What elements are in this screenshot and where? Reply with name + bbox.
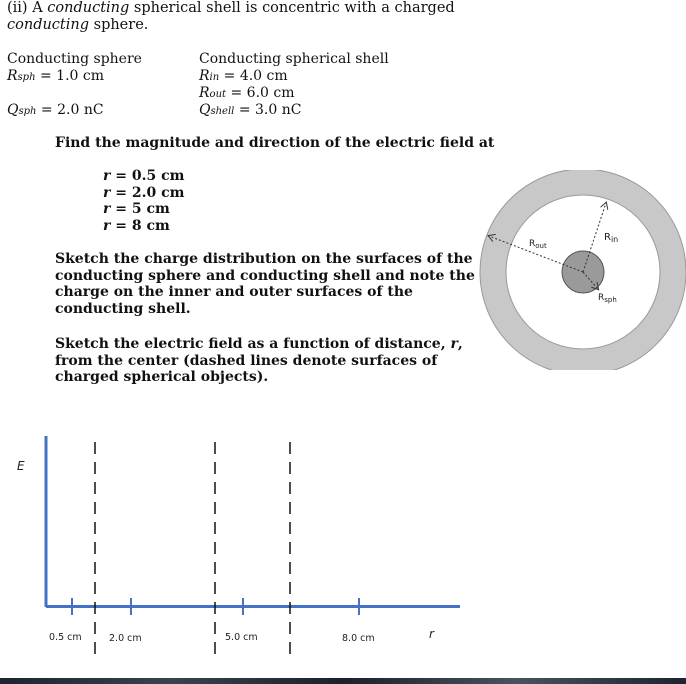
rsph-label: $R_{sph}$	[598, 293, 617, 304]
shell-charge: Qshell = 3.0 nC	[199, 102, 302, 118]
text-line: charged spherical objects).	[55, 369, 269, 385]
intro-text: (ii) A conducting spherical shell is concentric with a charged conducting sphere.	[7, 0, 455, 33]
rin-label: $R_{in}$	[604, 232, 619, 244]
y-axis-label: E	[17, 459, 25, 473]
point-item: r = 8 cm	[103, 217, 170, 234]
text-line: from the center (dashed lines denote surfaces of	[55, 352, 438, 369]
x-axis-label: r	[429, 627, 434, 641]
sphere-charge: Qsph = 2.0 nC	[7, 102, 104, 118]
text-line: conducting sphere and conducting shell and note the	[55, 267, 475, 284]
tick-label: 5.0 cm	[225, 632, 258, 643]
question-find: Find the magnitude and direction of the electric field at	[55, 135, 495, 151]
point-item: r = 0.5 cm	[103, 168, 185, 184]
concentric-spheres-diagram	[470, 170, 686, 370]
point-item: r = 5 cm	[103, 201, 170, 217]
text-line: Sketch the electric field as a function of distance, r,	[55, 336, 463, 352]
shell-inner-radius: Rin = 4.0 cm	[199, 68, 288, 84]
tick-label: 8.0 cm	[342, 633, 375, 644]
bottom-strip	[0, 678, 686, 684]
sphere-radius: Rsph = 1.0 cm	[7, 68, 104, 84]
field-vs-distance-graph	[0, 430, 470, 670]
sphere-heading: Conducting sphere	[7, 51, 142, 67]
text-line: Sketch the charge distribution on the surfaces of the	[55, 251, 473, 267]
rout-label: $R_{out}$	[529, 239, 547, 250]
point-list	[103, 168, 184, 234]
tick-label: 0.5 cm	[49, 632, 82, 643]
sketch-field-text	[55, 336, 463, 386]
shell-heading: Conducting spherical shell	[199, 51, 389, 67]
sketch-charge-text	[55, 251, 475, 317]
text-line: charge on the inner and outer surfaces of the	[55, 284, 413, 300]
text-line: conducting shell.	[55, 300, 191, 317]
tick-label: 2.0 cm	[109, 633, 142, 644]
point-item: r = 2.0 cm	[103, 184, 185, 201]
shell-outer-radius: Rout = 6.0 cm	[199, 85, 295, 101]
